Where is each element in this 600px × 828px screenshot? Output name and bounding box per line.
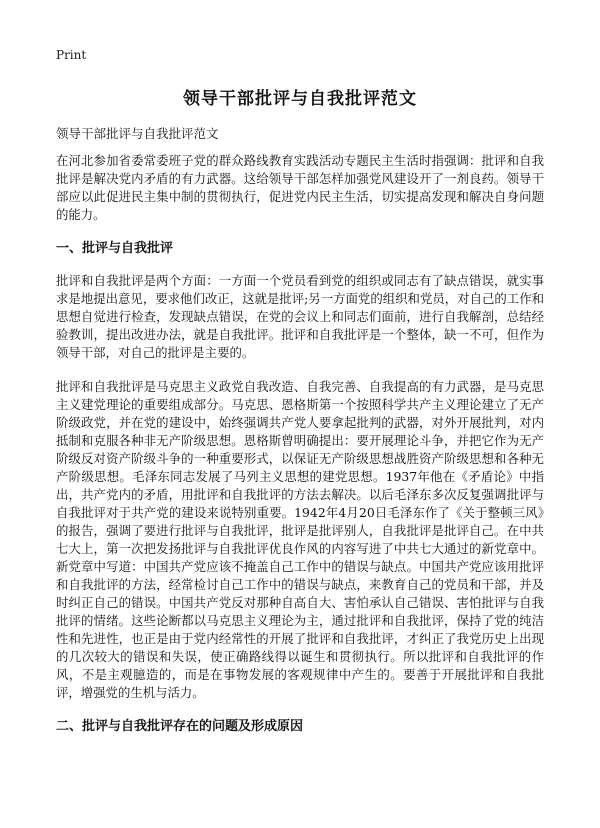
- section-heading-2: 二、批评与自我批评存在的问题及形成原因: [56, 719, 304, 734]
- section1-paragraph-2: 批评和自我批评是马克思主义政党自我改造、自我完善、自我提高的有力武器，是马克思主义建党理论的重要组成部分。马克思、恩格斯第一个按照科学共产主义理论建立了无产阶级政党，并在党的建设中，始终强调共产党人要拿起批判的武器，对外开展批判，对内抵制和克服各种非无产阶级思想。恩格斯曾明确提出：要开展理论斗争，并把它作为无产阶级反对资产阶级斗争的一种重要形式，以保证无产阶级思想战胜资产阶级思想和各种无产阶级思想。毛泽东同志发展了马列主义思想的建党思想。1937年他在《矛盾论》中指出，共产党内的矛盾，用批评和自我批评的方法去解决。以后毛泽东多次反复强调批评与自我批评对于共产党的建设来说特别重要。1942年4月20日毛泽东作了《关于整顿三风》的报告，强调了要进行批评与自我批评，批评是批评别人，自我批评是批评自己。在中共七大上，第一次把发扬批评与自我批评优良作风的内容写进了中共七大通过的新党章中。新党章中写道：中国共产党应该不掩盖自己工作中的错误与缺点。中国共产党应该用批评和自我批评的方法，经常检讨自己工作中的错误与缺点，来教育自己的党员和干部，并及时纠正自己的错误。中国共产党反对那种自高自大、害怕承认自己错误、害怕批评与自我批评的情绪。这些论断都以马克思主义理论为主，通过批评和自我批评，保持了党的纯洁性和先进性，也正是由于党内经常性的开展了批评和自我批评，才纠正了我党历史上出现的几次较大的错误和失误，使正确路线得以诞生和贯彻执行。所以批评和自我批评的作风，不是主观臆造的，而是在事物发展的客观规律中产生的。要善于开展批评和自我批评，增强党的生机与活力。: [56, 379, 544, 700]
- print-link[interactable]: Print: [56, 48, 87, 62]
- page-title: 领导干部批评与自我批评范文: [183, 89, 417, 109]
- intro-paragraph: 在河北参加省委常委班子党的群众路线教育实践活动专题民主生活时指强调：批评和自我批评是解决党内矛盾的有力武器。这给领导干部怎样加强党风建设开了一剂良药。领导干部应以此促进民主集中制的贯彻执行，促进党内民主生活，切实提高发现和解决自身问题的能力。: [56, 153, 544, 222]
- document-body: [56, 152, 544, 750]
- document-subtitle: 领导干部批评与自我批评范文: [56, 126, 219, 141]
- section1-paragraph-1: 批评和自我批评是两个方面：一方面一个党员看到党的组织或同志有了缺点错误，就实事求是地提出意见，要求他们改正，这就是批评;另一方面党的组织和党员，对自己的工作和思想自觉进行检查，发现缺点错误，在党的会议上和同志们面前，进行自我解剖，总结经验教训，提出改进办法，就是自我批评。批评和自我批评是一个整体，缺一不可，但作为领导干部，对自己的批评是主要的。: [56, 273, 544, 360]
- section-heading-1: 一、批评与自我批评: [56, 241, 174, 256]
